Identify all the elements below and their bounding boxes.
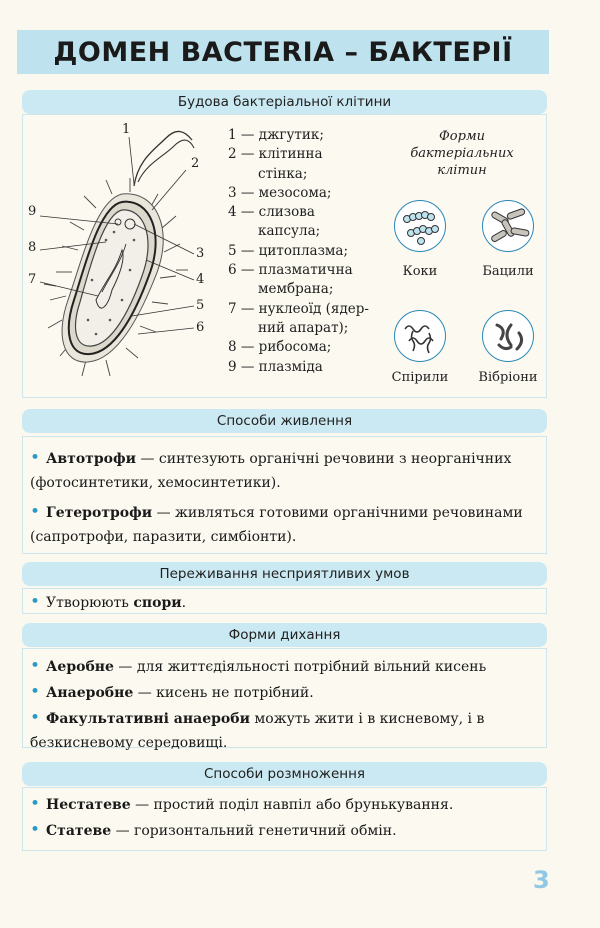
- spirilla-icon: [394, 310, 446, 362]
- title-bar: [17, 30, 549, 74]
- respiration-item: [30, 680, 538, 705]
- section-header-respiration: [22, 623, 547, 647]
- term: Нестатеве: [46, 797, 131, 813]
- section-header-nutrition: [22, 409, 547, 433]
- legend-line: 6 — плазматична: [228, 262, 353, 279]
- diagram-number-7: 7: [28, 272, 37, 287]
- legend-line: 2 — клітинна: [228, 146, 323, 163]
- legend-line: 9 — плазміда: [228, 358, 323, 375]
- definition: — горизонтальний генетичний обмін.: [111, 823, 397, 839]
- survival-text-end: .: [181, 595, 187, 611]
- diagram-number-9: 9: [28, 204, 37, 219]
- legend-line: 4 — слизова: [228, 204, 315, 221]
- term: Гетеротрофи: [46, 505, 153, 521]
- section-header-reproduction: [22, 762, 547, 786]
- page-title: ДОМЕН BACTERIA – БАКТЕРІЇ: [53, 36, 513, 68]
- diagram-number-2: 2: [191, 156, 200, 171]
- legend-line: капсула;: [258, 223, 321, 240]
- nutrition-item: [30, 500, 538, 549]
- page-number: 3: [533, 866, 550, 894]
- definition: можуть жити і в кисневому, і в безкисневому середовищі.: [30, 711, 485, 751]
- legend-line: стінка;: [258, 165, 308, 182]
- legend-line: 7 — нуклеоїд (ядер-: [228, 300, 369, 317]
- section-title-respiration: Форми дихання: [228, 627, 341, 643]
- legend-line: 5 — цитоплазма;: [228, 242, 349, 259]
- definition: — живляться готовими органічними речовинами (сапротрофи, паразити, симбіонти).: [30, 505, 523, 545]
- definition: — простий поділ навпіл або брунькування.: [130, 797, 454, 813]
- diagram-number-8: 8: [28, 240, 37, 255]
- bullet-icon: •: [30, 656, 41, 676]
- form-label-vibrio: Вібріони: [478, 370, 538, 385]
- form-label-bacilli: Бацили: [482, 264, 534, 279]
- bullet-icon: •: [30, 708, 41, 728]
- definition: — синтезують органічні речовини з неорганічних (фотосинтетики, хемосинтетики).: [30, 451, 512, 491]
- diagram-number-4: 4: [196, 272, 205, 287]
- section-title-nutrition: Способи живлення: [216, 413, 353, 429]
- form-label-cocci: Коки: [402, 264, 438, 279]
- respiration-item: [30, 654, 538, 679]
- legend-line: мембрана;: [258, 281, 334, 298]
- legend-line: 1 — джгутик;: [228, 127, 324, 143]
- diagram-number-3: 3: [196, 246, 205, 261]
- survival-item: [30, 590, 186, 615]
- bullet-icon: •: [30, 794, 41, 814]
- bullet-icon: •: [30, 448, 41, 468]
- legend-line: 3 — мезосома;: [228, 184, 332, 201]
- survival-text: Утворюють: [46, 595, 134, 611]
- term: Анаеробне: [46, 685, 134, 701]
- definition: — кисень не потрібний.: [133, 685, 314, 701]
- legend-line: 8 — рибосома;: [228, 339, 332, 356]
- cocci-icon: [394, 200, 446, 252]
- term: Аеробне: [46, 659, 114, 675]
- respiration-item: [30, 706, 538, 755]
- diagram-number-1: 1: [122, 122, 131, 137]
- forms-title: Форми бактеріальних клітин: [410, 129, 514, 178]
- diagram-number-6: 6: [196, 320, 205, 335]
- definition: — для життєдіяльності потрібний вільний кисень: [113, 659, 487, 675]
- bullet-icon: •: [30, 820, 41, 840]
- term: Автотрофи: [46, 451, 136, 467]
- term: Факультативні анаероби: [46, 711, 250, 727]
- vibrio-icon: [482, 310, 534, 362]
- bacilli-icon: [482, 200, 534, 252]
- reproduction-item: [30, 818, 538, 843]
- section-title-structure: Будова бактеріальної клітини: [177, 94, 392, 110]
- diagram-number-5: 5: [196, 298, 205, 313]
- nutrition-item: [30, 446, 538, 495]
- section-header-structure: [22, 90, 547, 114]
- section-header-survival: [22, 562, 547, 586]
- section-title-reproduction: Способи розмноження: [203, 766, 366, 782]
- reproduction-item: [30, 792, 538, 817]
- section-title-survival: Переживання несприятливих умов: [159, 566, 410, 582]
- bullet-icon: •: [30, 592, 41, 612]
- structure-legend: [228, 126, 369, 377]
- term: Статеве: [46, 823, 112, 839]
- form-label-spirilla: Спірили: [391, 370, 449, 385]
- bullet-icon: •: [30, 682, 41, 702]
- term: спори: [133, 595, 182, 611]
- legend-line: ний апарат);: [258, 319, 349, 336]
- bullet-icon: •: [30, 502, 41, 522]
